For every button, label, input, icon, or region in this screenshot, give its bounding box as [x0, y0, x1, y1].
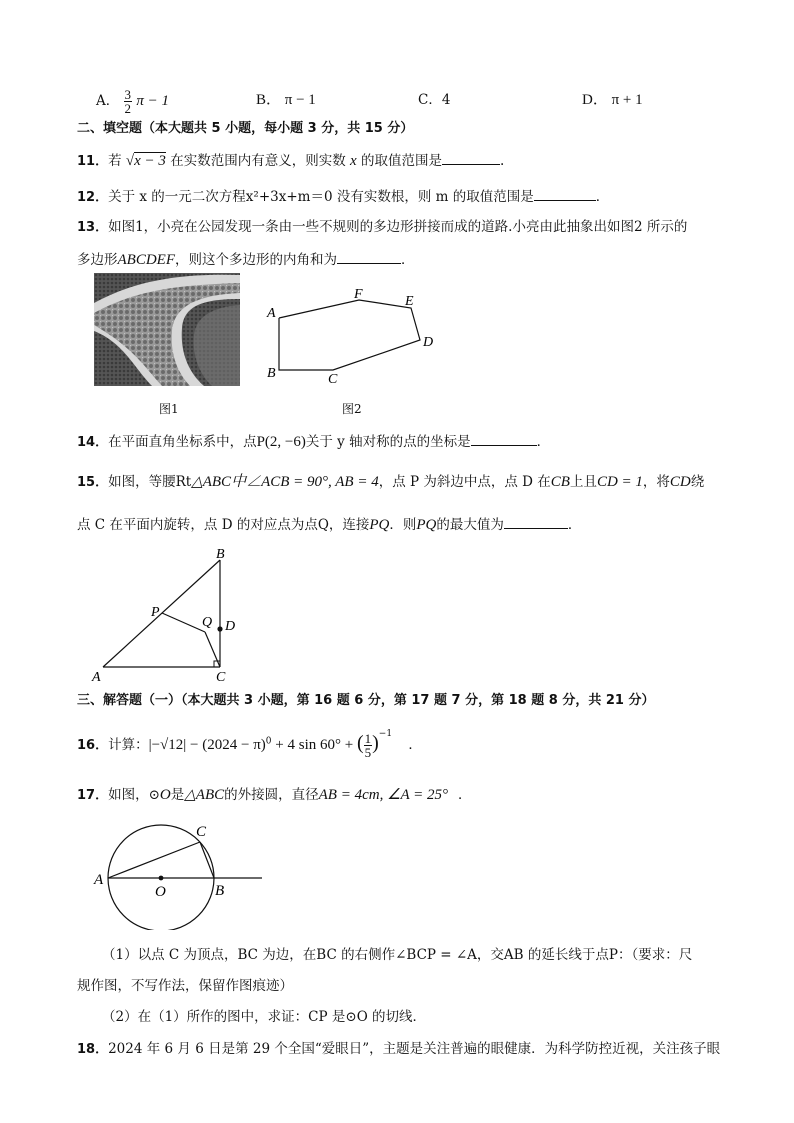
- label-c: C: [216, 670, 226, 685]
- q15-c: ，点 P 为斜边中点，点 D 在: [378, 474, 551, 490]
- question-16: [77, 728, 422, 760]
- vertex-label-a: A: [267, 306, 276, 321]
- option-d: [582, 91, 643, 109]
- figure2-caption: 图2: [342, 402, 362, 416]
- q15-line2-b: ．则: [389, 517, 417, 533]
- q17-part1-line2: 规作图，不写作法，保留作图痕迹）: [77, 978, 293, 994]
- exponent-0: 0: [265, 736, 272, 747]
- answer-blank[interactable]: [504, 514, 568, 529]
- frac-numerator: 1: [364, 731, 372, 746]
- label-q: Q: [202, 615, 213, 630]
- q11-end: .: [499, 153, 505, 169]
- q15-line2-a: 点 C 在平面内旋转，点 D 的对应点为点Q，连接: [77, 517, 370, 533]
- question-13-line2: [77, 249, 415, 269]
- section2-title: 二、填空题（本大题共 5 小题，每小题 3 分，共 15 分）: [77, 121, 414, 136]
- question-number: 15．: [77, 475, 109, 490]
- q15-conditions: 中∠ACB = 90°, AB = 4: [231, 474, 379, 490]
- question-14: [77, 431, 550, 452]
- question-number: 18．: [77, 1042, 109, 1057]
- circle-figure: [88, 818, 268, 930]
- frac-denominator: 2: [124, 101, 132, 116]
- q17-part2: （2）在（1）所作的图中，求证：CP 是⊙O 的切线．: [102, 1009, 427, 1025]
- option-a-fraction: [124, 88, 133, 115]
- q17-mid: 是: [170, 787, 185, 803]
- q12-text: 关于 x 的一元二次方程x²+3x+m＝0 没有实数根，则 m 的取值范围是: [108, 189, 534, 205]
- q11-pre: 若: [108, 153, 122, 169]
- vertex-label-d: D: [423, 335, 434, 350]
- q17-post: 的外接圆，直径: [224, 787, 319, 803]
- label-b: B: [216, 547, 225, 562]
- polygon-outline: [279, 300, 420, 370]
- answer-blank[interactable]: [337, 249, 401, 264]
- q15-a: 如图，等腰Rt: [108, 474, 192, 490]
- polygon-figure: [262, 283, 442, 387]
- question-13-line1: [77, 218, 687, 237]
- answer-blank[interactable]: [442, 150, 500, 165]
- question-15-line1: [77, 473, 704, 492]
- q15-f: 绕: [690, 474, 705, 490]
- polygon-name: ABCDEF: [117, 252, 175, 268]
- triangle-abc: △ABC: [191, 474, 232, 490]
- frac-numerator: 3: [124, 87, 132, 102]
- question-number: 14．: [77, 435, 109, 450]
- q15-d: 上且: [569, 474, 597, 490]
- question-number: 16．: [77, 738, 109, 753]
- q14-post: 关于 y 轴对称的点的坐标是: [305, 434, 471, 450]
- label-a: A: [94, 872, 104, 888]
- var-x: x: [350, 153, 357, 169]
- vertex-label-f: F: [354, 287, 363, 302]
- circle-o: O: [159, 787, 171, 803]
- segment-pq: PQ: [369, 517, 390, 533]
- q13-line1-text: 如图1，小亮在公园发现一条由一些不规则的多边形拼接而成的道路.小亮由此抽象出如图2 所示的: [108, 219, 688, 235]
- q16-end: ．: [408, 737, 422, 753]
- figure1-caption: 图1: [159, 402, 179, 416]
- section3-title: 三、解答题（一）（本大题共 3 小题，第 16 题 6 分，第 17 题 7 分，第 18 题 8 分，共 21 分）: [77, 693, 655, 708]
- q15-end: ．: [567, 517, 582, 533]
- q13-post: ，则这个多边形的内角和为: [175, 252, 337, 268]
- q16-pre: 计算：: [108, 737, 149, 753]
- label-d: D: [225, 619, 236, 634]
- expr-part2: + 4 sin 60° +: [271, 737, 357, 753]
- option-c-text: C．4: [418, 92, 451, 108]
- question-12: [77, 186, 609, 207]
- vertex-label-e: E: [405, 294, 414, 309]
- triangle-figure: [90, 545, 250, 685]
- label-o: O: [155, 884, 166, 900]
- sqrt-expression: √x − 3: [125, 153, 166, 169]
- question-17: [77, 786, 472, 805]
- label-a: A: [92, 670, 101, 685]
- question-number: 13．: [77, 220, 109, 235]
- radicand: x − 3: [134, 153, 166, 169]
- segment-cb: CB: [550, 474, 570, 490]
- option-b: [256, 91, 316, 109]
- triangle-abc: △ABC: [184, 787, 225, 803]
- q17-conditions: AB = 4cm, ∠A = 25°: [318, 787, 449, 803]
- q11-post: 的取值范围是: [360, 153, 442, 169]
- q15-e: ，将: [642, 474, 670, 490]
- question-11: [77, 150, 504, 171]
- path-photo-figure: [94, 273, 240, 386]
- question-number: 11．: [77, 154, 109, 169]
- q17-part1-line1: （1）以点 C 为顶点，BC 为边，在BC 的右侧作∠BCP = ∠A，交AB 的延长线于点P：（要求：尺: [102, 947, 693, 963]
- q17-pre: 如图，⊙: [108, 787, 160, 803]
- option-b-text: B． π − 1: [256, 92, 316, 108]
- vertex-label-c: C: [328, 372, 338, 387]
- label-c: C: [196, 824, 207, 840]
- paren-close: ): [372, 732, 379, 754]
- label-b: B: [215, 883, 225, 899]
- option-d-text: D． π + 1: [582, 92, 643, 108]
- question-18: [77, 1040, 720, 1059]
- question-15-line2: [77, 514, 581, 534]
- q14-pre: 在平面直角坐标系中，点: [108, 434, 257, 450]
- paren-open: (: [356, 732, 364, 754]
- option-c: [418, 91, 450, 109]
- question-number: 12．: [77, 190, 109, 205]
- vertex-label-b: B: [267, 366, 276, 381]
- q13-pre: 多边形: [77, 252, 118, 268]
- q18-text: 2024 年 6 月 6 日是第 29 个全国“爱眼日”，主题是关注普遍的眼健康．为科学防控近视，关注孩子眼: [108, 1041, 721, 1057]
- q12-end: ．: [595, 189, 610, 205]
- q13-end: ．: [401, 252, 415, 268]
- option-a-label: A．: [96, 93, 120, 109]
- point-p: P(2, −6): [256, 434, 306, 450]
- fraction-one-fifth: [364, 732, 373, 759]
- segment-pq-2: PQ: [416, 517, 437, 533]
- label-p: P: [151, 605, 160, 620]
- answer-blank[interactable]: [471, 431, 537, 446]
- q15-line2-c: 的最大值为: [436, 517, 504, 533]
- q14-end: ．: [536, 434, 551, 450]
- option-a: [96, 88, 169, 115]
- answer-blank[interactable]: [534, 186, 596, 201]
- frac-denominator: 5: [364, 745, 372, 760]
- q17-end: ．: [458, 787, 472, 803]
- option-a-rest: π − 1: [136, 93, 169, 109]
- segment-cd: CD: [669, 474, 691, 490]
- q11-mid: 在实数范围内有意义，则实数: [170, 153, 346, 169]
- cd-equals-1: CD = 1: [596, 474, 643, 490]
- expr-part1: |−√12| − (2024 − π): [148, 737, 266, 753]
- exponent-neg1: −1: [378, 728, 393, 739]
- question-number: 17．: [77, 788, 109, 803]
